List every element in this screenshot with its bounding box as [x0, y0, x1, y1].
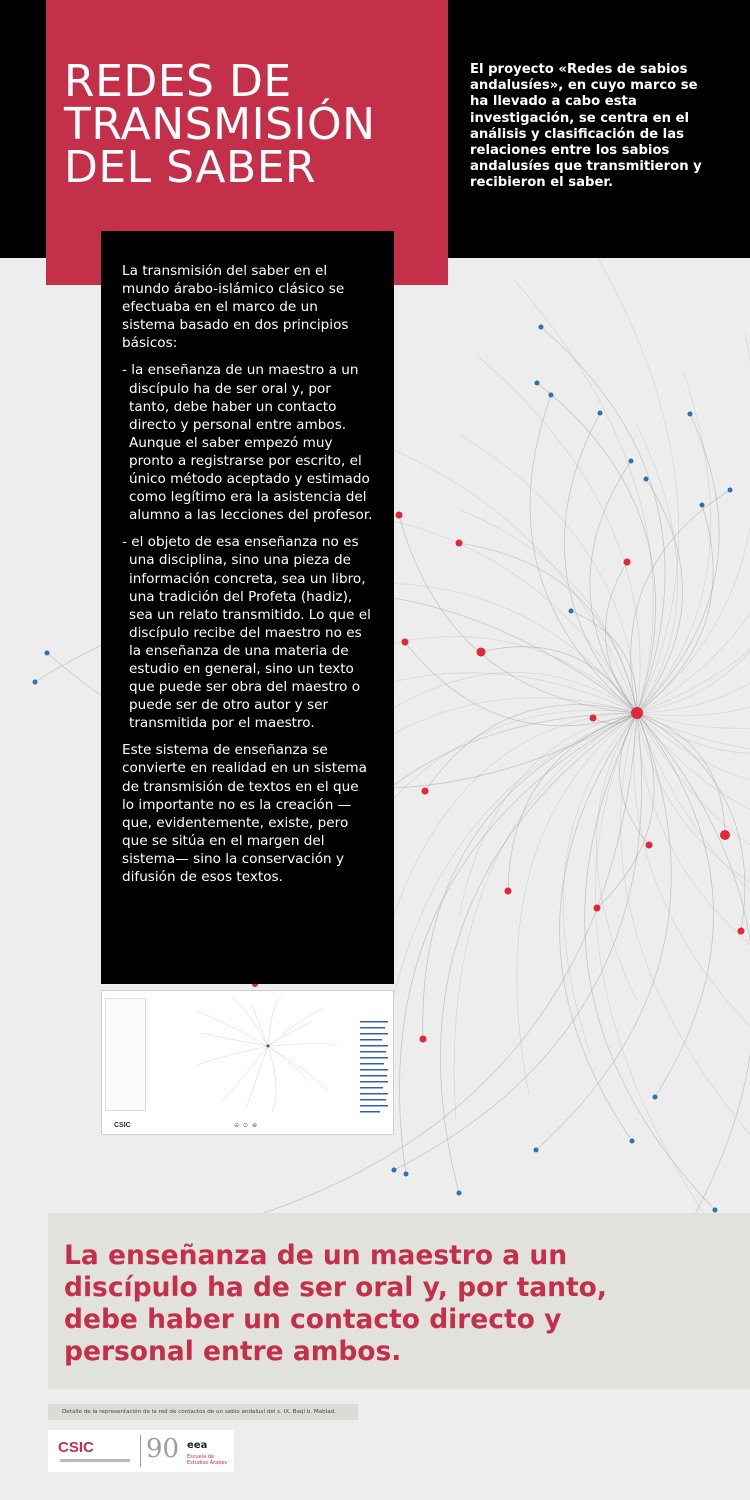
body-text [122, 262, 374, 895]
network-node-red [505, 888, 512, 895]
csic-subtitle-line [60, 1459, 130, 1462]
network-node-blue [688, 412, 693, 417]
eea-subtitle: Escuela de Estudios Árabes [187, 1454, 228, 1466]
body-paragraph-4: Este sistema de enseñanza se convierte en realidad en un sistema de transmisión de textos en el que lo importante no es la creación —que, evidentemente, existe, pero que se sitúa en el margen del sistema— sino la conservación y difusión de esos textos. [122, 742, 367, 885]
network-edge [637, 509, 750, 713]
body-paragraph-3: - el objeto de esa enseñanza no es una disciplina, sino una pieza de información concreta, sea un libro, una tradición del Profeta (hadiz), sea un relato transmitido. Lo que el discípulo recibe del maestro no es la enseñanza de una materia de estudio en general, sino un texto que puede ser obra del maestro o puede ser de otro autor y ser transmitida por el maestro. [122, 534, 371, 732]
network-edge [637, 425, 678, 713]
network-hub-node [631, 707, 643, 719]
network-node-blue [45, 651, 50, 656]
network-node-red [646, 842, 653, 849]
network-node-red [396, 512, 403, 519]
network-edge [508, 713, 637, 891]
page-title: REDES DE TRANSMISIÓN DEL SABER [64, 56, 376, 193]
zoom-out-icon[interactable]: ⊖ [234, 1122, 240, 1129]
inset-logo: CSIC [114, 1122, 131, 1129]
network-node-blue [728, 488, 733, 493]
network-edge [637, 713, 714, 1097]
network-edge [517, 713, 637, 1093]
network-edge [637, 713, 750, 920]
network-node-red [422, 788, 429, 795]
network-node-blue [629, 459, 634, 464]
network-edge [595, 713, 707, 1219]
network-node-blue [644, 477, 649, 482]
logo-divider [140, 1435, 141, 1467]
network-node-red [624, 559, 631, 566]
network-node-blue [569, 609, 574, 614]
inset-graph [102, 991, 395, 1136]
network-node-red [456, 540, 463, 547]
network-node-blue [33, 680, 38, 685]
eea-logo: eea [187, 1440, 208, 1451]
csic-logo: CSIC [58, 1439, 94, 1456]
network-edge [597, 713, 654, 908]
network-edge [637, 713, 750, 917]
network-node-blue [549, 393, 554, 398]
pull-quote: La enseñanza de un maestro a un discípulo ha de ser oral y, por tanto, debe haber un contacto directo y personal entre ambos. [64, 1240, 607, 1367]
network-edge [637, 299, 750, 713]
network-edge [459, 713, 637, 917]
network-edge [514, 279, 654, 713]
network-node-blue [598, 411, 603, 416]
network-node-blue [713, 1208, 718, 1213]
body-paragraph-2: - la enseñanza de un maestro a un discípulo ha de ser oral y, por tanto, debe haber un contacto directo y personal entre ambos. Aunque el saber empezó muy pronto a registrarse por escrito, el único método aceptado y estimado como legítimo era la asistencia del alumno a las lecciones del profesor. [122, 362, 373, 524]
network-edge [423, 713, 637, 1039]
network-edge [459, 543, 637, 713]
network-edge [459, 509, 637, 713]
network-node-red [590, 715, 597, 722]
network-edge [637, 511, 750, 713]
network-edge [393, 713, 637, 915]
zoom-reset-icon[interactable]: ⊙ [243, 1122, 249, 1129]
figure-caption: Detalle de la representación de la red de contactos de un sabio andalusí del s. IX, Baqī b. Maḫlad. [62, 1409, 336, 1415]
network-node-blue [653, 1095, 658, 1100]
network-edge [530, 395, 637, 713]
network-edge [563, 713, 637, 1053]
network-node-blue [630, 1139, 635, 1144]
network-node-red [720, 830, 730, 840]
network-node-red [477, 648, 486, 657]
app-screenshot-inset [101, 990, 394, 1135]
network-node-blue [392, 1168, 397, 1173]
network-node-blue [534, 1148, 539, 1153]
network-edge [560, 713, 637, 1141]
network-node-red [402, 639, 409, 646]
network-edge [596, 713, 637, 1001]
network-edge [637, 333, 750, 713]
network-edge [637, 307, 750, 713]
network-node-blue [404, 1172, 409, 1177]
network-node-blue [539, 325, 544, 330]
body-paragraph-1: La transmisión del saber en el mundo árabo-islámico clásico se efectuaba en el marco de un sistema basado en dos principios básicos: [122, 263, 349, 352]
network-node-red [738, 928, 745, 935]
network-node-red [594, 905, 601, 912]
network-edge [585, 713, 715, 1210]
network-node-blue [535, 381, 540, 386]
network-node-blue [457, 1191, 462, 1196]
network-edge [567, 207, 679, 713]
network-edge [634, 713, 750, 1069]
network-edge [637, 713, 750, 1014]
zoom-in-icon[interactable]: ⊕ [252, 1122, 258, 1129]
network-edge [536, 713, 671, 1150]
logo-strip [48, 1430, 234, 1472]
anniversary-mark: 90 [146, 1434, 180, 1464]
network-edge [374, 713, 637, 1127]
network-edge [541, 327, 665, 713]
network-node-blue [700, 503, 705, 508]
network-node-red [420, 1036, 427, 1043]
intro-paragraph: El proyecto «Redes de sabios andalusíes», en cuyo marco se ha llevado a cabo esta investigación, se centra en el análisis y clasificación de las relaciones entre los sabios andalusíes que transmitieron y recibieron el saber. [470, 62, 702, 191]
network-edge [385, 672, 637, 713]
network-edge [537, 383, 656, 713]
network-edge [621, 713, 750, 1147]
